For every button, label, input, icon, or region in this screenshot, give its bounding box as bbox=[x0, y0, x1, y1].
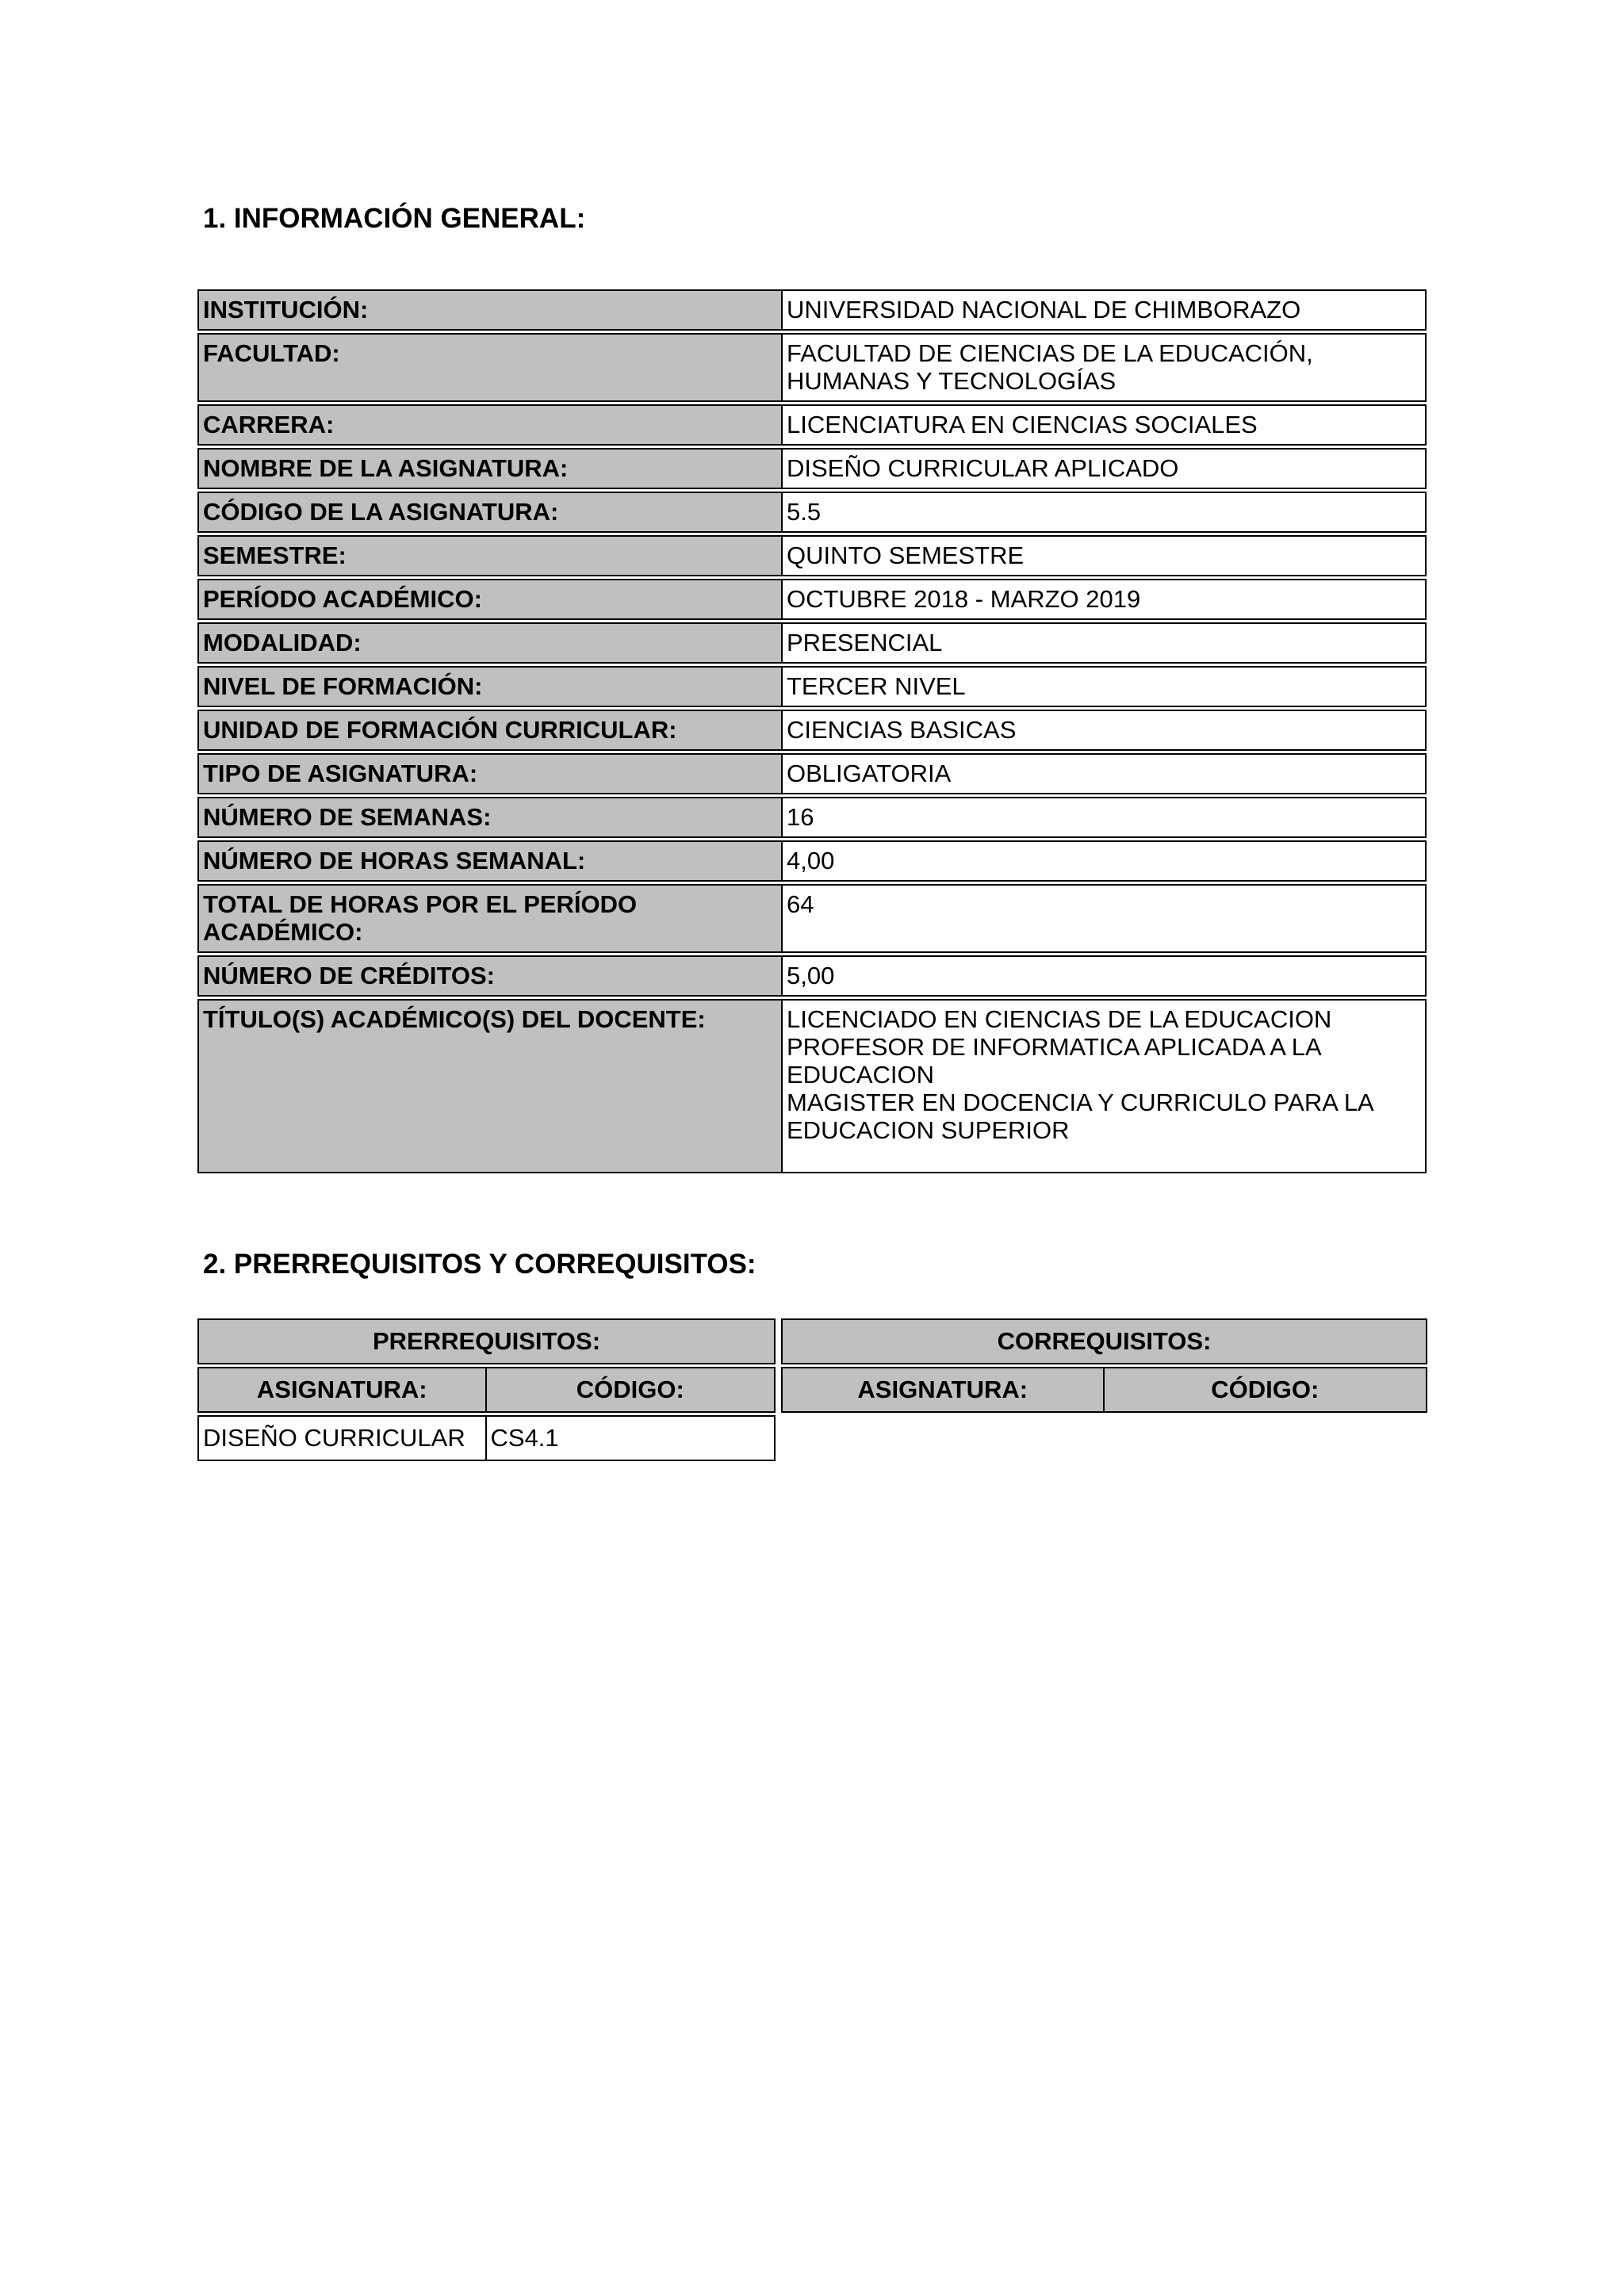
info-value bbox=[783, 840, 1427, 882]
info-row bbox=[197, 955, 1427, 997]
info-value-line: QUINTO SEMESTRE bbox=[787, 541, 1025, 569]
info-value-line: OBLIGATORIA bbox=[787, 760, 952, 787]
prerequisite-subject: DISEÑO CURRICULAR bbox=[197, 1415, 487, 1461]
info-value bbox=[783, 333, 1427, 402]
info-label: NÚMERO DE HORAS SEMANAL: bbox=[197, 840, 783, 882]
info-value bbox=[783, 535, 1427, 576]
prerequisite-row bbox=[197, 1415, 776, 1461]
info-row bbox=[197, 753, 1427, 794]
info-value bbox=[783, 710, 1427, 751]
info-value bbox=[783, 797, 1427, 838]
info-label: UNIDAD DE FORMACIÓN CURRICULAR: bbox=[197, 710, 783, 751]
corequisites-table bbox=[781, 1316, 1427, 1415]
info-row bbox=[197, 492, 1427, 533]
info-label: NÚMERO DE SEMANAS: bbox=[197, 797, 783, 838]
info-value-line: 4,00 bbox=[787, 847, 835, 874]
prerequisites-subject-header: ASIGNATURA: bbox=[197, 1367, 487, 1413]
info-value-line: 5.5 bbox=[787, 498, 822, 526]
info-label: FACULTAD: bbox=[197, 333, 783, 402]
info-label: CÓDIGO DE LA ASIGNATURA: bbox=[197, 492, 783, 533]
info-value bbox=[783, 955, 1427, 997]
corequisites-heading: CORREQUISITOS: bbox=[781, 1318, 1427, 1364]
info-row bbox=[197, 840, 1427, 882]
prerequisites-table bbox=[197, 1316, 776, 1464]
info-value-line: CIENCIAS BASICAS bbox=[787, 716, 1017, 744]
info-row bbox=[197, 448, 1427, 489]
info-row bbox=[197, 535, 1427, 576]
info-label: INSTITUCIÓN: bbox=[197, 289, 783, 331]
info-label: TIPO DE ASIGNATURA: bbox=[197, 753, 783, 794]
info-value-line: DISEÑO CURRICULAR APLICADO bbox=[787, 454, 1179, 482]
info-value bbox=[783, 289, 1427, 331]
info-row bbox=[197, 797, 1427, 838]
prerequisites-code-header: CÓDIGO: bbox=[487, 1367, 776, 1413]
info-value-line: 64 bbox=[787, 890, 814, 918]
info-row bbox=[197, 289, 1427, 331]
info-value-line: HUMANAS Y TECNOLOGÍAS bbox=[787, 367, 1116, 395]
info-label: NÚMERO DE CRÉDITOS: bbox=[197, 955, 783, 997]
info-value bbox=[783, 492, 1427, 533]
info-label: TÍTULO(S) ACADÉMICO(S) DEL DOCENTE: bbox=[197, 999, 783, 1173]
info-value bbox=[783, 622, 1427, 664]
info-value bbox=[783, 999, 1427, 1173]
info-label: CARRERA: bbox=[197, 404, 783, 446]
corequisites-subject-header: ASIGNATURA: bbox=[781, 1367, 1105, 1413]
section-title-general-info: 1. INFORMACIÓN GENERAL: bbox=[203, 203, 586, 234]
info-value-line: FACULTAD DE CIENCIAS DE LA EDUCACIÓN, bbox=[787, 339, 1313, 367]
info-value-line: TERCER NIVEL bbox=[787, 672, 966, 700]
info-label: MODALIDAD: bbox=[197, 622, 783, 664]
info-row bbox=[197, 333, 1427, 402]
info-value-line: 5,00 bbox=[787, 962, 835, 989]
info-row bbox=[197, 404, 1427, 446]
info-value-line: 16 bbox=[787, 803, 814, 831]
info-value bbox=[783, 448, 1427, 489]
info-value-line: MAGISTER EN DOCENCIA Y CURRICULO PARA LA EDUCACION SUPERIOR bbox=[787, 1089, 1373, 1144]
info-value bbox=[783, 404, 1427, 446]
general-info-table bbox=[197, 287, 1427, 1176]
info-value bbox=[783, 579, 1427, 620]
info-label: NIVEL DE FORMACIÓN: bbox=[197, 666, 783, 707]
info-label: PERÍODO ACADÉMICO: bbox=[197, 579, 783, 620]
section-title-requisites: 2. PRERREQUISITOS Y CORREQUISITOS: bbox=[203, 1249, 756, 1280]
info-row bbox=[197, 999, 1427, 1173]
info-value-line: OCTUBRE 2018 - MARZO 2019 bbox=[787, 585, 1141, 613]
info-row bbox=[197, 884, 1427, 953]
info-value-line: PRESENCIAL bbox=[787, 629, 943, 656]
info-value-line: LICENCIATURA EN CIENCIAS SOCIALES bbox=[787, 411, 1258, 438]
corequisites-code-header: CÓDIGO: bbox=[1105, 1367, 1428, 1413]
info-value bbox=[783, 884, 1427, 953]
prerequisite-code: CS4.1 bbox=[487, 1415, 776, 1461]
info-label: NOMBRE DE LA ASIGNATURA: bbox=[197, 448, 783, 489]
info-row bbox=[197, 710, 1427, 751]
info-value-line: UNIVERSIDAD NACIONAL DE CHIMBORAZO bbox=[787, 296, 1301, 323]
prerequisites-heading: PRERREQUISITOS: bbox=[197, 1318, 776, 1364]
info-value-line: LICENCIADO EN CIENCIAS DE LA EDUCACION bbox=[787, 1005, 1332, 1033]
info-value bbox=[783, 753, 1427, 794]
info-value bbox=[783, 666, 1427, 707]
info-row bbox=[197, 579, 1427, 620]
info-value-line: PROFESOR DE INFORMATICA APLICADA A LA EDUCACION bbox=[787, 1033, 1321, 1089]
info-label: SEMESTRE: bbox=[197, 535, 783, 576]
info-row bbox=[197, 666, 1427, 707]
info-row bbox=[197, 622, 1427, 664]
info-label: TOTAL DE HORAS POR EL PERÍODO ACADÉMICO: bbox=[197, 884, 783, 953]
